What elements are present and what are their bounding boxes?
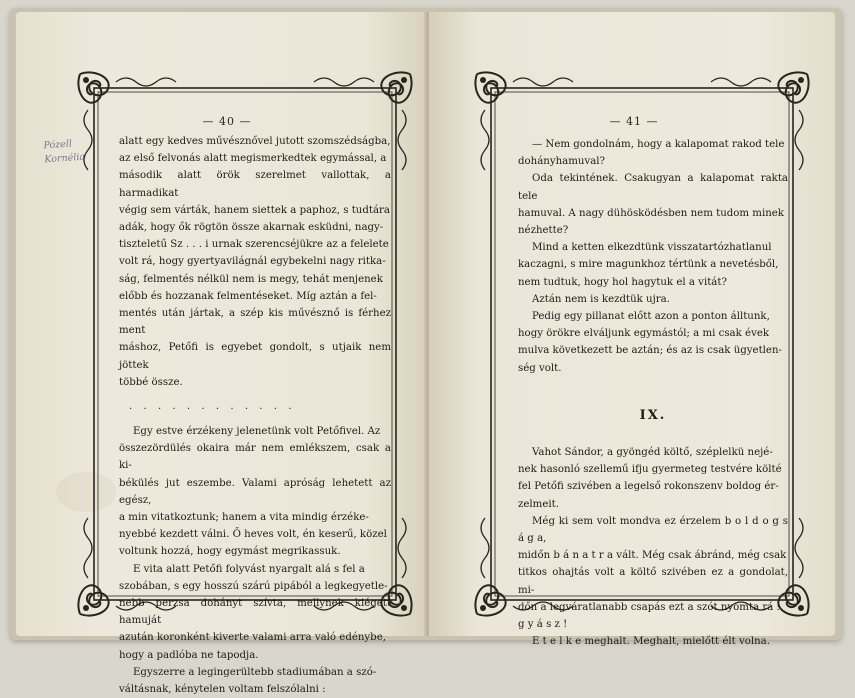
text-line: Aztán nem is kezdtük ujra. <box>532 293 670 305</box>
handwritten-margin-note <box>43 137 85 168</box>
text-line: Még ki sem volt mondva ez érzelem b o l d o g s á g a, <box>518 515 788 545</box>
text-line: ság, felmentés nélkül nem is megy, tehát menjenek <box>119 273 383 285</box>
text-line: midőn b á n a t r a vált. Még csak ábránd, még csak <box>518 550 787 562</box>
right-page-text <box>518 136 788 650</box>
text-line: tiszteletű Sz . . . i urnak szerencséjükre az a felelete <box>119 239 389 251</box>
text-line: ség volt. <box>518 362 562 374</box>
right-page <box>429 12 835 648</box>
text-line: adák, hogy ők rögtön össze akarnak esküdni, nagy- <box>119 222 384 234</box>
left-page <box>16 12 427 696</box>
text-line: szobában, s egy hosszú szárú pipából a legkegyetle- <box>119 580 388 592</box>
text-line: Egyszerre a legingerültebb stadiumában a szó- <box>133 666 377 678</box>
text-line: hogy a padlóba ne tapodja. <box>119 649 259 661</box>
page-number: — 41 — <box>609 115 659 128</box>
text-line: nyebbé kezdett válni. Ő heves volt, én keserű, közel <box>119 529 387 541</box>
text-line: E vita alatt Petőfi folyvást nyargalt alá s fel a <box>133 563 365 575</box>
left-page-text <box>119 133 391 698</box>
text-line: végig sem várták, hanem siettek a paphoz, s tudtára <box>119 204 390 216</box>
text-line: nem tudtuk, hogy hol hagytuk el a vitát? <box>518 276 727 288</box>
text-line: — Nem gondolnám, hogy a kalapomat rakod tele <box>532 139 785 150</box>
text-line: Vahot Sándor, a gyöngéd költő, széplelkü nejé- <box>532 447 773 459</box>
text-line: többé össze. <box>119 376 183 388</box>
text-line: E t e l k e meghalt. Meghalt, mielőtt élt volna. <box>532 636 770 648</box>
text-line: nézhette? <box>518 225 569 237</box>
text-line: hamuval. A nagy dühösködésben nem tudom minek <box>518 207 784 219</box>
text-line: Egy estve érzékeny jelenetünk volt Petőfivel. Az <box>133 426 381 438</box>
open-book <box>10 8 842 696</box>
section-separator-dots: . . . . . . . . . . . . <box>129 401 296 413</box>
text-line: fel Petőfi szivében a legelső rokonszenv boldog ér- <box>518 481 779 493</box>
text-line: hogy örökre elváljunk egymástól; a mi csak évek <box>518 328 770 340</box>
text-line: az első felvonás alatt megismerkedtek egymással, a <box>119 153 387 165</box>
text-line: zelmeit. <box>518 498 559 510</box>
text-line: Pedig egy pillanat előtt azon a ponton álltunk, <box>532 311 770 323</box>
text-line: Mind a ketten elkezdtünk visszatartózhatlanul <box>532 242 772 254</box>
text-line: alatt egy kedves művésznővel jutott szomszédságba, <box>119 136 391 147</box>
text-line: máshoz, Petőfi is egyebet gondolt, s utjaik nem jöttek <box>119 342 391 371</box>
text-line: Oda tekintének. Csakugyan a kalapomat rakta tele <box>518 173 788 202</box>
chapter-heading: IX. <box>639 407 667 423</box>
text-line: titkos ohajtás volt a költő szivében ez a gondolat, mi- <box>518 567 788 596</box>
text-line: dőn a legváratlanabb csapás ezt a szót nyomta rá : <box>518 601 780 613</box>
text-line: volt rá, hogy gyertyavilágnál egybekelni nagy ritka- <box>119 256 386 268</box>
text-line: mulva következett be aztán; és az is csak ügyetlen- <box>518 345 782 357</box>
text-line: voltunk hozzá, hogy egymást megrikassuk. <box>119 546 341 558</box>
text-line: második alatt örök szerelmet vallottak, a harmadikat <box>119 170 391 199</box>
text-line: előbb és hozzanak felmentéseket. Míg aztán a fel- <box>119 290 377 302</box>
text-line: váltásnak, kénytelen voltam felszólalni : <box>119 684 326 696</box>
text-line: mentés után jártak, a szép kis művésznő is férhez ment <box>119 308 391 337</box>
text-line: dohányhamuval? <box>518 156 606 168</box>
text-line: a min vitatkoztunk; hanem a vita mindig érzéke- <box>119 512 369 524</box>
text-line: összezördülés okaira már nem emlékszem, csak a ki- <box>119 443 391 472</box>
text-line: békülés jut eszembe. Valami apróság lehetett az egész, <box>119 477 391 506</box>
text-line: g y á s z ! <box>518 619 568 631</box>
text-line: kaczagni, s mire magunkhoz tértünk a nevetésből, <box>518 259 779 271</box>
text-line: nebb perzsa dohányt szívta, mellynek kiégett hamuját <box>119 598 391 627</box>
text-line: azután koronként kiverte valami arra való edénybe, <box>119 632 386 644</box>
margin-note-line: Kornélia <box>44 151 86 166</box>
text-line: nek hasonló szellemű ifju gyermeteg testvére költé <box>518 464 782 476</box>
page-number: — 40 — <box>202 115 252 128</box>
margin-note-line: Pózell <box>43 138 73 152</box>
